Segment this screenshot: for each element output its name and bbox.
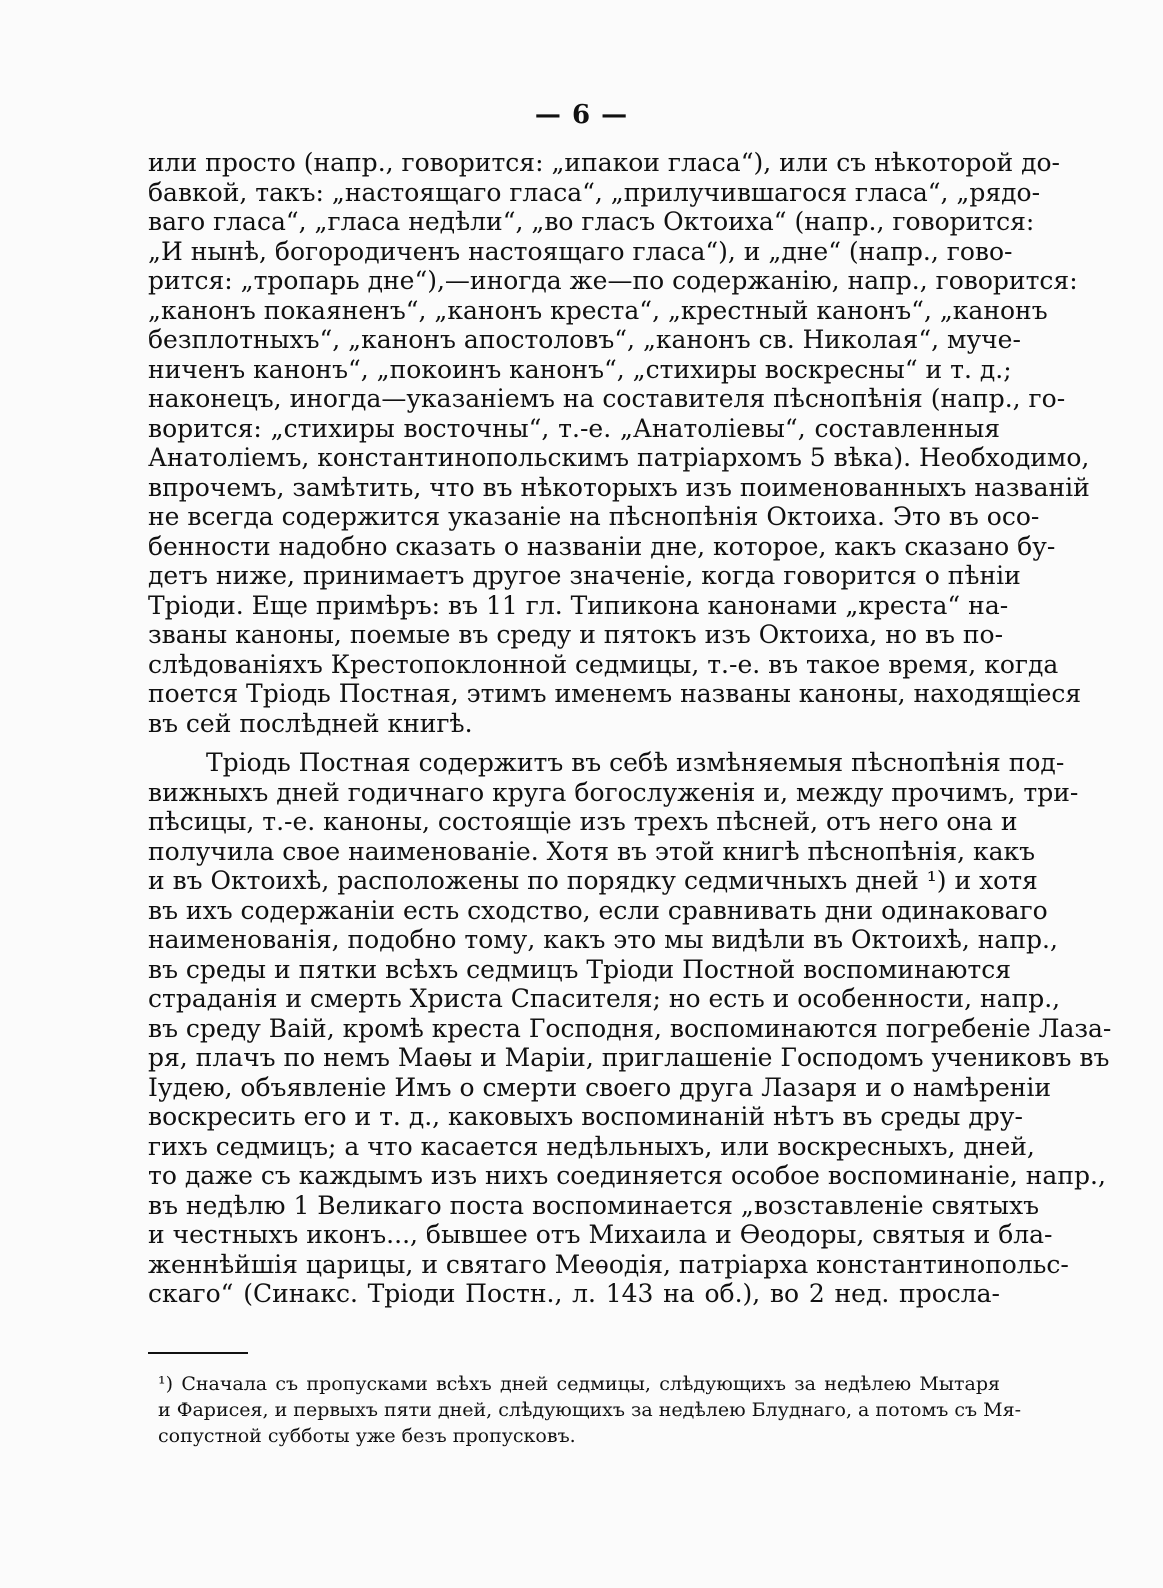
footnote-line: и Фарисея, и первыхъ пяти дней, слѣдующихъ за недѣлею Блуднаго, а потомъ съ Мя- (158, 1399, 1022, 1421)
text-line: и въ Октоихѣ, расположены по порядку седмичныхъ дней ¹) и хотя (148, 866, 1038, 895)
text-line: „И нынѣ, богородиченъ настоящаго гласа“), и „днe“ (напр., гово- (148, 236, 1013, 266)
text-line: ворится: „стихиры восточны“, т.-е. „Анатоліевы“, составленныя (148, 413, 1000, 443)
text-line: безплотныхъ“, „канонъ апостоловъ“, „канонъ св. Николая“, муче- (148, 325, 1021, 354)
text-line: въ среду Вaій, кромѣ креста Господня, воспоминаются погребеніе Лаза- (148, 1013, 1112, 1043)
text-line: не всегда содержится указаніе на пѣснопѣнія Октоиха. Это въ осо- (148, 502, 1040, 531)
text-line: званы каноны, поемые въ среду и пятокъ изъ Октоиха, но въ по- (148, 620, 1004, 649)
text-line: Іудею, объявленіе Имъ о смерти своего друга Лазаря и о намѣреніи (148, 1072, 1052, 1102)
text-line: рится: „тропарь днe“),—иногда же—по содержанію, напр., говорится: (148, 266, 1078, 295)
text-line: слѣдованіяхъ Крестопоклонной седмицы, т.-е. въ такое время, когда (148, 649, 1059, 679)
text-line: вижныхъ дней годичнаго круга богослуженія и, между прочимъ, три- (148, 777, 1079, 807)
text-line: страданія и смерть Христа Спасителя; но есть и особенности, напр., (148, 984, 1061, 1013)
paragraph (148, 748, 1112, 1309)
paragraph-gap (148, 738, 1000, 748)
page-number: — 6 — (534, 100, 629, 130)
text-line: Тріоди. Еще примѣръ: въ 11 гл. Типикона канонами „креста“ на- (148, 590, 1009, 620)
footnote-line: ¹) Сначала съ пропусками всѣхъ дней седмицы, слѣдующихъ за недѣлею Мытаря (158, 1373, 1000, 1395)
text-line: впрочемъ, замѣтить, что въ нѣкоторыхъ изъ поименованныхъ названій (148, 472, 1090, 502)
text-line: то даже съ каждымъ изъ нихъ соединяется особое воспоминаніе, напр., (148, 1161, 1106, 1190)
text-line: скаго“ (Синакс. Тріоди Постн., л. 143 на об.), во 2 нед. просла- (148, 1279, 1000, 1308)
text-line: наименованія, подобно тому, какъ это мы видѣли въ Октоихѣ, напр., (148, 925, 1058, 954)
text-line: бавкой, такъ: „настоящаго гласа“, „прилучившагося гласа“, „рядо- (148, 177, 1041, 207)
text-line: въ ихъ содержаніи есть сходство, если сравнивать дни одинаковаго (148, 895, 1048, 925)
text-line: воскресить его и т. д., каковыхъ воспоминаній нѣтъ въ среды дру- (148, 1102, 1023, 1131)
text-line: наконецъ, иногда—указаніемъ на составителя пѣснопѣнія (напр., го- (148, 384, 1066, 413)
text-line: пѣсицы, т.-е. каноны, состоящіе изъ трехъ пѣсней, отъ него она и (148, 807, 1018, 836)
footnote-line: сопустной субботы уже безъ пропусковъ. (158, 1425, 576, 1447)
text-line: бенности надобно сказать о названіи днe, которое, какъ сказано бу- (148, 531, 1056, 561)
text-line: въ недѣлю 1 Великаго поста воспоминается „возставленіе святыхъ (148, 1190, 1040, 1220)
text-line: получила свое наименованіе. Хотя въ этой книгѣ пѣснопѣнія, какъ (148, 836, 1036, 866)
text-line: въ сей послѣдней книгѣ. (148, 708, 473, 738)
text-line: въ среды и пятки всѣхъ седмицъ Тріоди Постной воспоминаются (148, 954, 1012, 984)
text-line: „канонъ покаяненъ“, „канонъ креста“, „крестный канонъ“, „канонъ (148, 295, 1048, 325)
footnote-divider (148, 1352, 248, 1354)
text-line: Анатоліемъ, константинопольскимъ патріархомъ 5 вѣка). Необходимо, (148, 443, 1090, 472)
text-line: ря, плачъ по немъ Маѳы и Маріи, приглашеніе Господомъ учениковъ въ (148, 1043, 1110, 1072)
text-line: детъ ниже, принимаетъ другое значеніе, когда говорится о пѣніи (148, 561, 1021, 590)
text-line: поется Тріодь Постная, этимъ именемъ названы каноны, находящіеся (148, 679, 1082, 708)
text-line: гихъ седмицъ; а что касается недѣльныхъ, или воскресныхъ, дней, (148, 1131, 1035, 1161)
paragraph (148, 148, 1090, 738)
text-line: ваго гласа“, „гласа недѣли“, „во гласъ Октоиха“ (напр., говорится: (148, 207, 1035, 236)
footnote (158, 1371, 1022, 1449)
text-line: женнѣйшія царицы, и святаго Меѳодія, патріарха константинопольс- (148, 1249, 1069, 1279)
text-line: и честныхъ иконъ..., бывшее отъ Михаила и Ѳеодоры, святыя и бла- (148, 1220, 1053, 1249)
body-text (148, 148, 1112, 1309)
text-line: ниченъ канонъ“, „покоинъ канонъ“, „стихиры воскресны“ и т. д.; (148, 354, 1012, 384)
text-line: или просто (напр., говорится: „ипакои гласа“), или съ нѣкоторой до- (148, 148, 1060, 177)
text-line: Тріодь Постная содержитъ въ себѣ измѣняемыя пѣснопѣнія под- (206, 748, 1065, 777)
